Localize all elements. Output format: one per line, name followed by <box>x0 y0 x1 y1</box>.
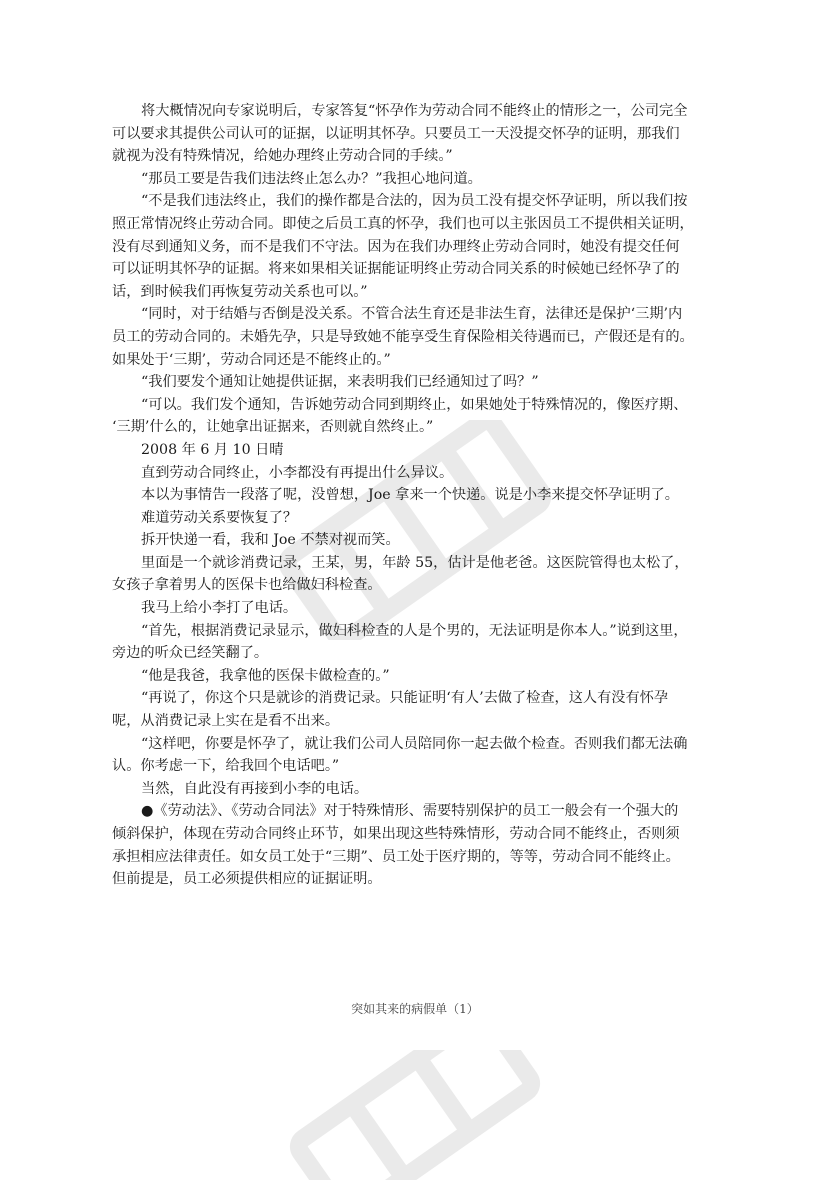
text-line: “再说了，你这个只是就诊的消费记录。只能证明‘有人’去做了检查，这人有没有怀孕 <box>141 690 669 707</box>
text-line: “同时，对于结婚与否倒是没关系。不管合法生育还是非法生育，法律还是保护‘三期’内 <box>141 306 683 323</box>
text-line: 倾斜保护，体现在劳动合同终止环节，如果出现这些特殊情形，劳动合同不能终止，否则须 <box>112 826 680 842</box>
page-footer: 突如其来的病假单（1） <box>351 1002 479 1016</box>
text-line: 呢，从消费记录上实在是看不出来。 <box>112 713 340 730</box>
text-line: 可以证明其怀孕的证据。将来如果相关证据能证明终止劳动合同关系的时候她已经怀孕了的 <box>112 261 680 278</box>
text-line: 当然，自此没有再接到小李的电话。 <box>141 780 369 797</box>
text-line: 将大概情况向专家说明后，专家答复“怀孕作为劳动合同不能终止的情形之一，公司完全 <box>141 103 688 119</box>
text-line: “他是我爸，我拿他的医保卡做检查的。” <box>141 667 390 684</box>
text-line: 但前提是，员工必须提供相应的证据证明。 <box>112 871 382 888</box>
text-line: 可以要求其提供公司认可的证据，以证明其怀孕。只要员工一天没提交怀孕的证明，那我们 <box>112 125 680 142</box>
text-line: 话，到时候我们再恢复劳动关系也可以。” <box>112 283 368 300</box>
text-line: 直到劳动合同终止，小李都没有再提出什么异议。 <box>141 464 454 481</box>
document-body <box>112 100 712 891</box>
text-line: 没有尽到通知义务，而不是我们不守法。因为在我们办理终止劳动合同时，她没有提交任何 <box>112 238 680 255</box>
text-line: 我马上给小李打了电话。 <box>141 600 298 617</box>
text-line: 本以为事情告一段落了呢，没曾想，Joe 拿来一个快递。说是小李来提交怀孕证明了。 <box>141 487 679 504</box>
text-line: “首先，根据消费记录显示，做妇科检查的人是个男的，无法证明是你本人。”说到这里， <box>141 622 688 639</box>
text-line: 承担相应法律责任。如女员工处于“三期”、员工处于医疗期的，等等，劳动合同不能终止。 <box>112 848 680 865</box>
text-line: “不是我们违法终止，我们的操作都是合法的，因为员工没有提交怀孕证明，所以我们按 <box>141 193 688 210</box>
watermark-logo-bottom <box>250 1050 580 1180</box>
text-line: 就视为没有特殊情况，给她办理终止劳动合同的手续。” <box>112 148 453 165</box>
text-line: “可以。我们发个通知，告诉她劳动合同到期终止，如果她处于特殊情况的，像医疗期、 <box>141 396 688 413</box>
text-line: 难道劳动关系要恢复了？ <box>141 509 298 526</box>
text-line: 认。你考虑一下，给我回个电话吧。” <box>112 758 340 775</box>
text-line: 如果处于‘三期’，劳动合同还是不能终止的。” <box>112 351 391 368</box>
text-line: 旁边的听众已经笑翻了。 <box>112 645 269 662</box>
text-line: “那员工要是告我们违法终止怎么办？”我担心地问道。 <box>141 170 482 187</box>
text-line: 照正常情况终止劳动合同。即使之后员工真的怀孕，我们也可以主张因员工不提供相关证明， <box>112 215 694 232</box>
text-line: 2008 年 6 月 10 日晴 <box>141 441 284 458</box>
text-line: 员工的劳动合同的。未婚先孕，只是导致她不能享受生育保险相关待遇而已，产假还是有的。 <box>112 328 694 345</box>
text-line: 拆开快递一看，我和 Joe 不禁对视而笑。 <box>141 532 400 549</box>
text-line: ‘三期’什么的，让她拿出证据来，否则就自然终止。” <box>112 419 434 436</box>
text-line: 女孩子拿着男人的医保卡也给做妇科检查。 <box>112 577 382 594</box>
text-line: “我们要发个通知让她提供证据，来表明我们已经通知过了吗？” <box>141 374 539 391</box>
text-line: 里面是一个就诊消费记录，王某，男，年龄 55，估计是他老爸。这医院管得也太松了， <box>141 554 689 571</box>
text-line: ●《劳动法》、《劳动合同法》对于特殊情形、需要特别保护的员工一般会有一个强大的 <box>141 803 679 820</box>
text-line: “这样吧，你要是怀孕了，就让我们公司人员陪同你一起去做个检查。否则我们都无法确 <box>141 735 688 752</box>
